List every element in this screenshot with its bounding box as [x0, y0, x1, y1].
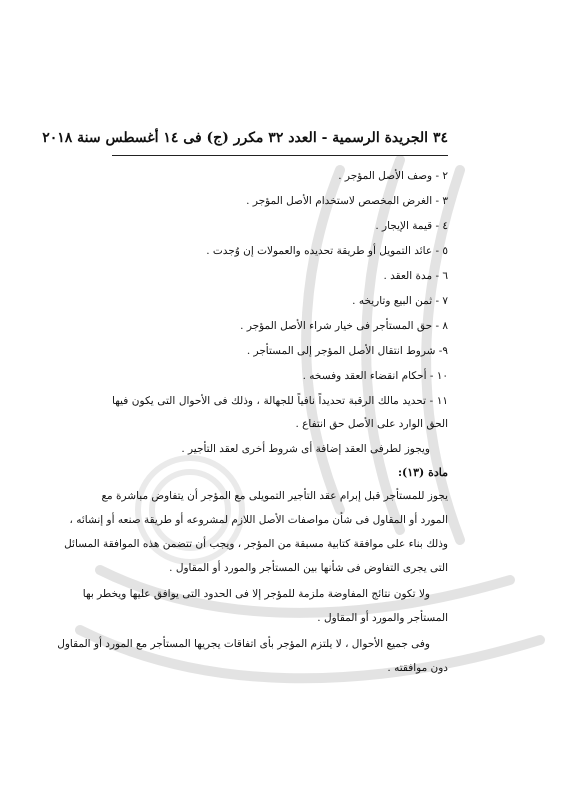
watermark-emblem: [40, 150, 560, 710]
header-divider: [112, 155, 448, 156]
list-item: ٧ - ثمن البيع وتاريخه .: [352, 295, 448, 307]
list-item: ٣ - الغرض المخصص لاستخدام الأصل المؤجر .: [246, 195, 448, 207]
list-item: ٢ - وصف الأصل المؤجر .: [338, 170, 448, 182]
paragraph-line: التى يجرى التفاوض فى شأنها بين المستأجر والمورد أو المقاول .: [169, 562, 448, 574]
paragraph-line: يجوز للمستأجر قبل إبرام عقد التأجير التمويلى مع المؤجر أن يتفاوض مباشرة مع: [101, 490, 448, 502]
paragraph-line: دون موافقته .: [387, 662, 448, 674]
list-item: ٩- شروط انتقال الأصل المؤجر إلى المستأجر .: [246, 345, 448, 357]
list-item: ٥ - عائد التمويل أو طريقة تحديده والعمولات إن وُجدت .: [206, 245, 448, 257]
list-item: ٨ - حق المستأجر فى خيار شراء الأصل المؤجر .: [240, 320, 448, 332]
list-item: ٤ - قيمة الإيجار .: [375, 220, 448, 232]
list-item-continuation: الحق الوارد على الأصل حق انتفاع .: [295, 418, 448, 430]
article-heading: مادة (١٣):: [397, 466, 448, 479]
list-item: ١٠ - أحكام انقضاء العقد وفسخه .: [302, 370, 448, 382]
paragraph-line: المستأجر والمورد أو المقاول .: [317, 612, 448, 624]
paragraph-line: وذلك بناء على موافقة كتابية مسبقة من المؤجر ، ويجب أن تتضمن هذه الموافقة المسائل: [64, 538, 448, 550]
closing-sentence: ويجوز لطرفى العقد إضافة أى شروط أخرى لعقد التأجير .: [181, 443, 430, 455]
list-item: ١١ - تحديد مالك الرقبة تحديداً نافياً للجهالة ، وذلك فى الأحوال التى يكون فيها: [112, 395, 448, 407]
paragraph-line: وفى جميع الأحوال ، لا يلتزم المؤجر بأى اتفاقات يجريها المستأجر مع المورد أو المقاول: [57, 638, 430, 650]
gazette-header: ٣٤ الجريدة الرسمية - العدد ٣٢ مكرر (ج) فى ١٤ أغسطس سنة ٢٠١٨: [42, 130, 448, 146]
paragraph-line: ولا تكون نتائج المفاوضة ملزمة للمؤجر إلا فى الحدود التى يوافق عليها ويخطر بها: [82, 588, 430, 600]
list-item: ٦ - مدة العقد .: [383, 270, 448, 282]
paragraph-line: المورد أو المقاول فى شأن مواصفات الأصل اللازم لمشروعه أو طريقة صنعه أو إنشائه ،: [69, 514, 448, 526]
